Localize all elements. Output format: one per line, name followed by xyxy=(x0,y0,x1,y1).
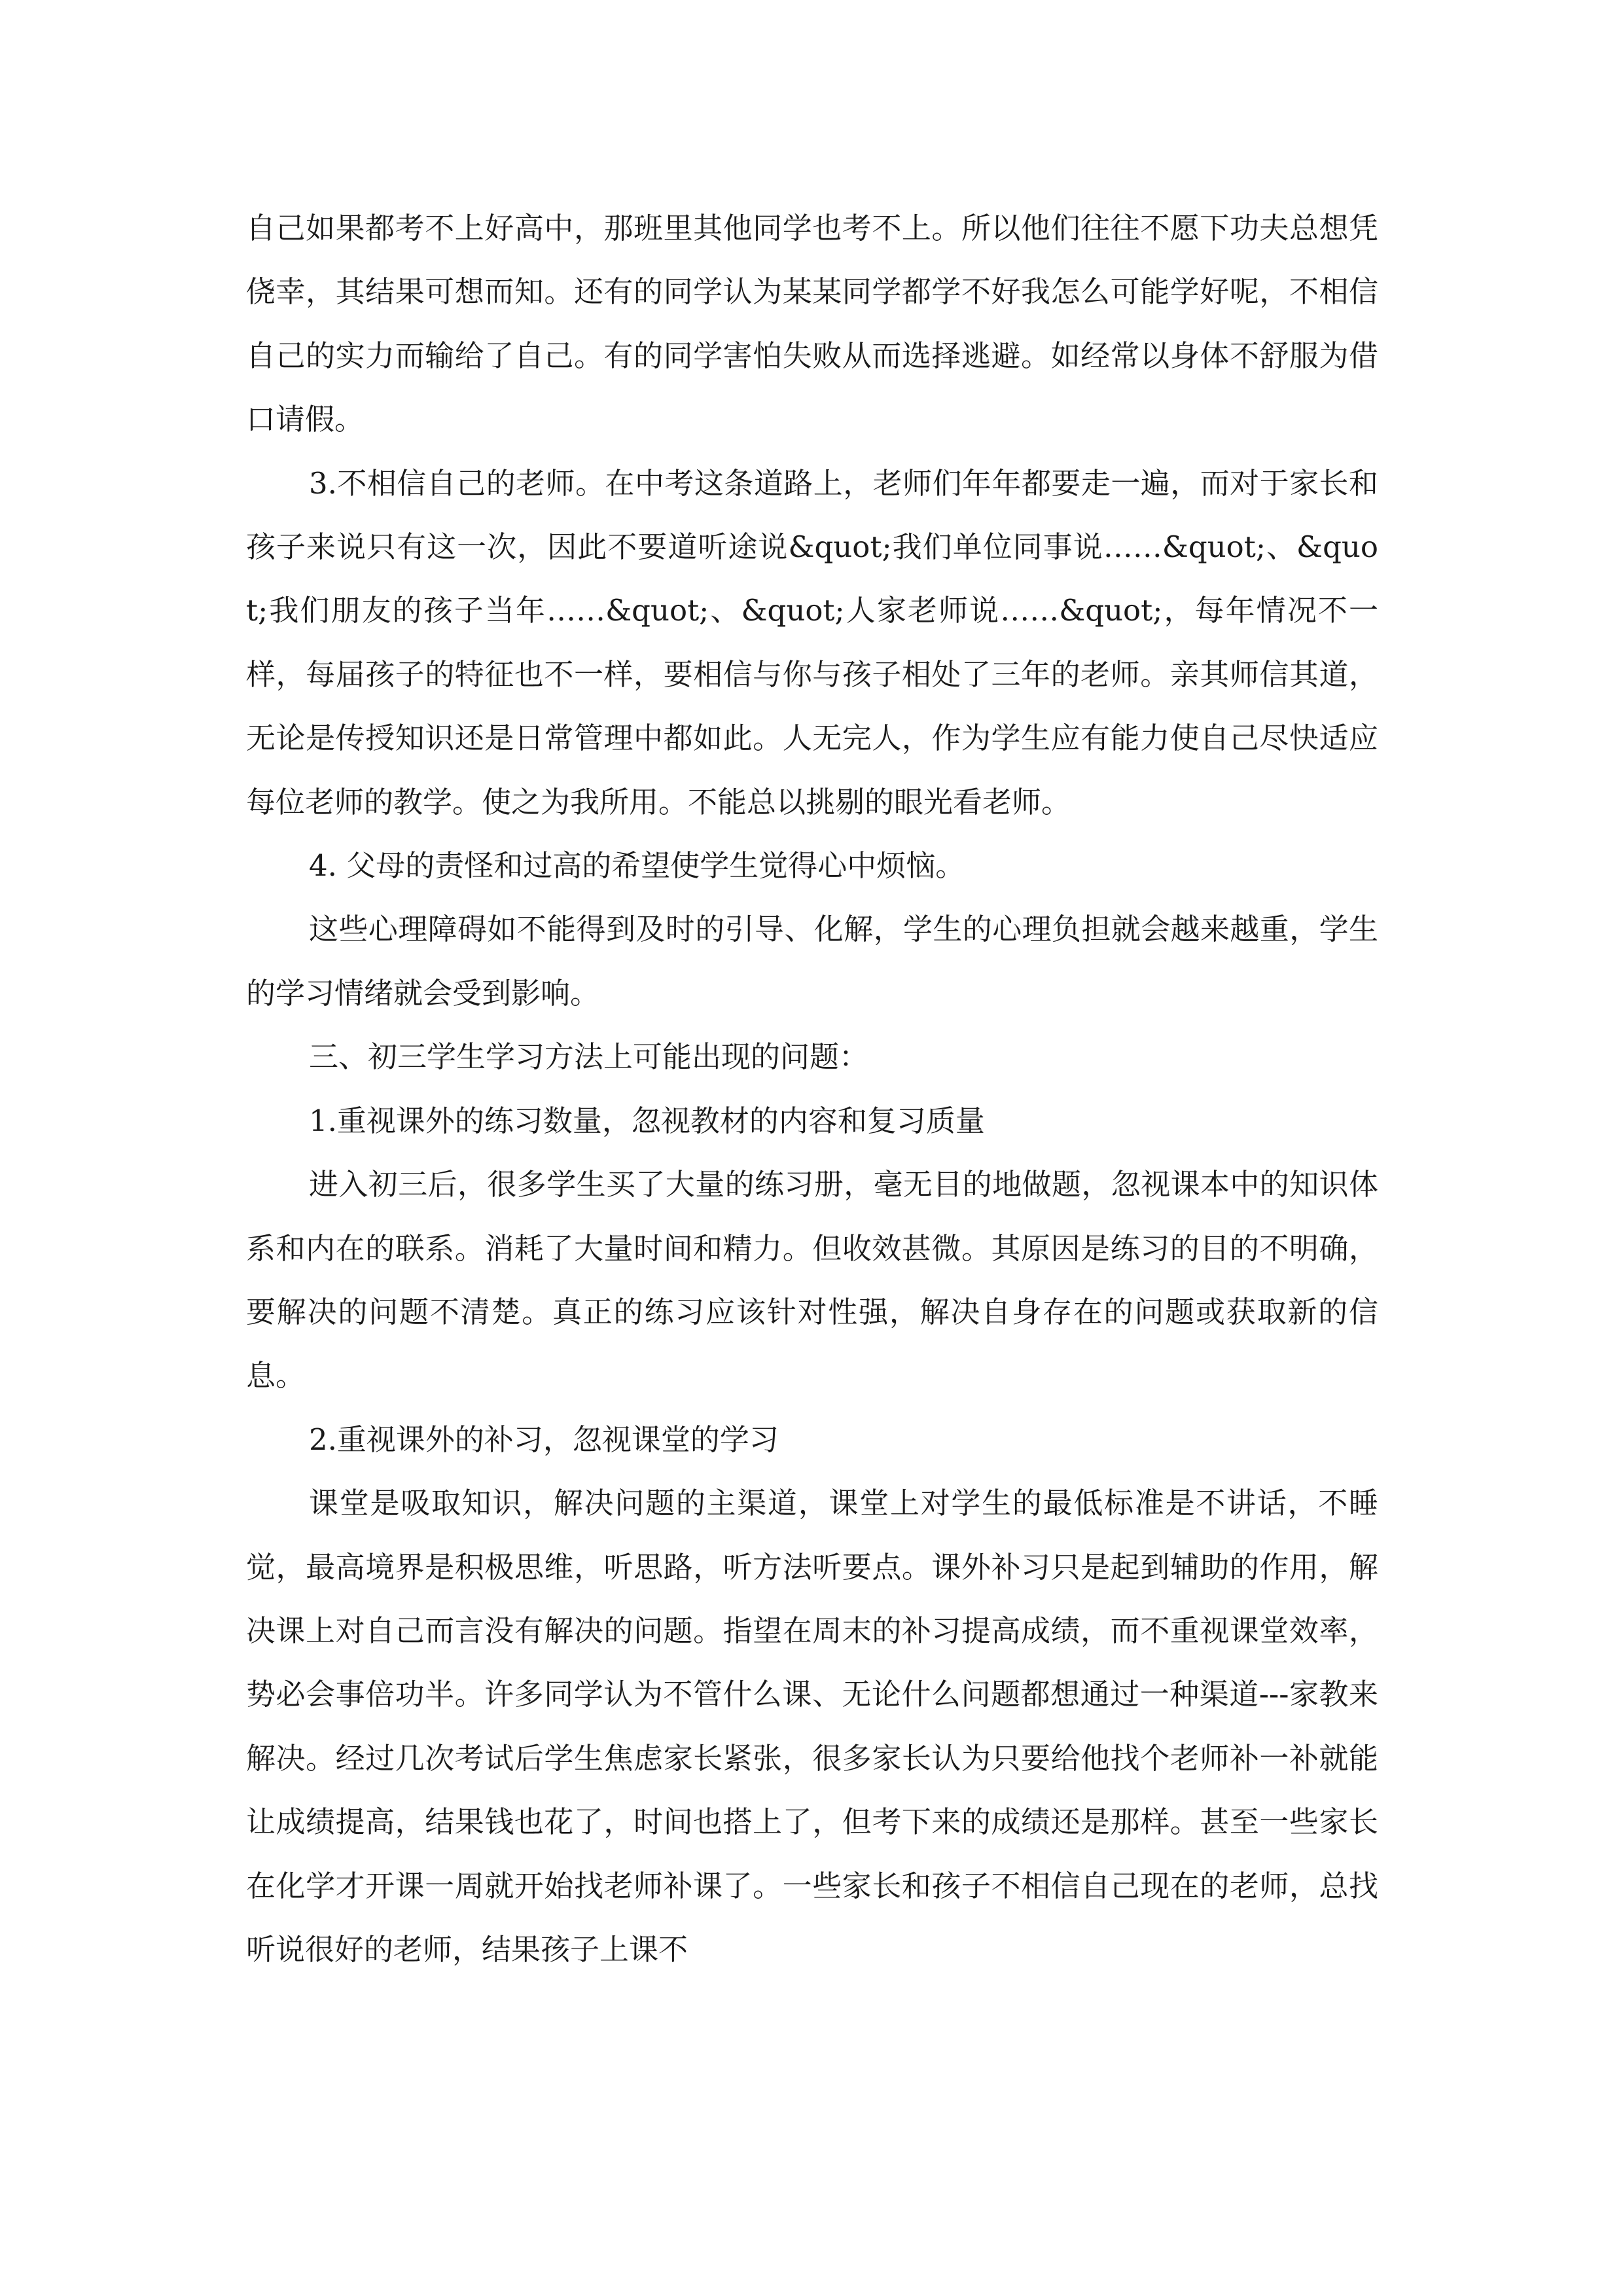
section-heading-3: 三、初三学生学习方法上可能出现的问题： xyxy=(309,1039,869,1075)
subheading-1: 1.重视课外的练习数量，忽视教材的内容和复习质量 xyxy=(309,1103,985,1138)
paragraph-1: 自己如果都考不上好高中，那班里其他同学也考不上。所以他们往往不愿下功夫总想凭侥幸，其结果可想而知。还有的同学认为某某同学都学不好我怎么可能学好呢，不相信自己的实力而输给了自己。有的同学害怕失败从而选择逃避。如经常以身体不舒服为借口请假。 xyxy=(246,211,1378,437)
paragraph-6: 课堂是吸取知识，解决问题的主渠道，课堂上对学生的最低标准是不讲话，不睡觉，最高境界是积极思维，听思路，听方法听要点。课外补习只是起到辅助的作用，解决课上对自己而言没有解决的问题。指望在周末的补习提高成绩，而不重视课堂效率，势必会事倍功半。许多同学认为不管什么课、无论什么问题都想通过一种渠道---家教来解决。经过几次考试后学生焦虑家长紧张，很多家长认为只要给他找个老师补一补就能让成绩提高，结果钱也花了，时间也搭上了，但考下来的成绩还是那样。甚至一些家长在化学才开课一周就开始找老师补课了。一些家长和孩子不相信自己现在的老师，总找听说很好的老师，结果孩子上课不 xyxy=(246,1486,1378,1967)
paragraph-4: 这些心理障碍如不能得到及时的引导、化解，学生的心理负担就会越来越重，学生的学习情绪就会受到影响。 xyxy=(246,912,1378,1011)
paragraph-3: 4. 父母的责怪和过高的希望使学生觉得心中烦恼。 xyxy=(309,848,965,884)
paragraph-2: 3.不相信自己的老师。在中考这条道路上，老师们年年都要走一遍，而对于家长和孩子来说只有这一次，因此不要道听途说&quot;我们单位同事说……&quot;、&quot;我们朋友的孩子当年……&quot;、&quot;人家老师说……&quot;，每年情况不一样，每届孩子的特征也不一样，要相信与你与孩子相处了三年的老师。亲其师信其道，无论是传授知识还是日常管理中都如此。人无完人，作为学生应有能力使自己尽快适应每位老师的教学。使之为我所用。不能总以挑剔的眼光看老师。 xyxy=(246,465,1378,819)
document-body xyxy=(246,196,1378,1981)
subheading-2: 2.重视课外的补习，忽视课堂的学习 xyxy=(309,1422,779,1457)
paragraph-5: 进入初三后，很多学生买了大量的练习册，毫无目的地做题，忽视课本中的知识体系和内在的联系。消耗了大量时间和精力。但收效甚微。其原因是练习的目的不明确，要解决的问题不清楚。真正的练习应该针对性强，解决自身存在的问题或获取新的信息。 xyxy=(246,1167,1378,1393)
